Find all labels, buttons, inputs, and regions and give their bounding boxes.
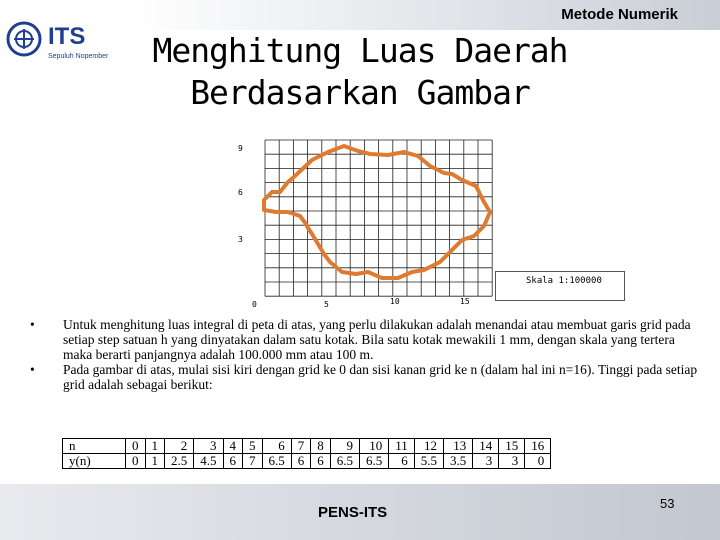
table-cell: 6: [262, 439, 291, 454]
bullet-item: [30, 362, 700, 392]
table-cell: 8: [311, 439, 331, 454]
x-tick-label: 15: [460, 297, 470, 306]
table-cell: 0: [126, 454, 146, 469]
slide-title: Menghitung Luas Daerah Berdasarkan Gambar: [152, 31, 568, 112]
table-cell: 3.5: [444, 454, 473, 469]
table-cell: 5.5: [414, 454, 443, 469]
table-cell: 5: [243, 439, 263, 454]
table-cell: 6: [223, 454, 243, 469]
course-label: Metode Numerik: [561, 6, 678, 23]
bullet-text: Untuk menghitung luas integral di peta di atas, yang perlu dilakukan adalah menandai atau membuat garis grid pada setiap step satuan h yang dinyatakan dalam satu kotak. Bila satu kotak mewakili 1 mm, dengan skala yang tertera maka berarti panjangnya adalah 100.000 mm atau 100 m.: [63, 317, 691, 362]
table-cell: 0: [126, 439, 146, 454]
y-tick-label: 9: [238, 144, 243, 153]
table-cell: 4: [223, 439, 243, 454]
table-cell: 7: [291, 439, 311, 454]
bullet-text: Pada gambar di atas, mulai sisi kiri dengan grid ke 0 dan sisi kanan grid ke n (dalam hal ini n=16). Tinggi pada setiap grid adalah sebagai berikut:: [63, 362, 698, 392]
page-number: 53: [660, 496, 675, 511]
bullet-item: [30, 317, 700, 362]
table-row-n: [63, 439, 551, 454]
table-cell: 9: [330, 439, 359, 454]
scale-box: [495, 271, 625, 301]
table-cell: 1: [145, 454, 165, 469]
table-row-y: [63, 454, 551, 469]
bullet-dot-icon: •: [30, 317, 35, 332]
table-cell: 11: [389, 439, 415, 454]
table-cell: 4.5: [194, 454, 223, 469]
table-cell: 6: [291, 454, 311, 469]
table-cell: 2.5: [165, 454, 194, 469]
region-outline: [264, 146, 490, 278]
table-cell: 6: [389, 454, 415, 469]
table-cell: 13: [444, 439, 473, 454]
x-tick-label: 5: [324, 300, 329, 309]
bullet-list: [30, 317, 700, 392]
table-cell: 15: [499, 439, 525, 454]
table-cell: 6.5: [330, 454, 359, 469]
table-cell: 7: [243, 454, 263, 469]
x-tick-label: 10: [390, 297, 400, 306]
scale-label: Skala 1:100000: [526, 276, 602, 286]
bullet-dot-icon: •: [30, 362, 35, 377]
y-tick-label: 3: [238, 235, 243, 244]
table-cell: 6.5: [360, 454, 389, 469]
table-cell: 1: [145, 439, 165, 454]
logo-tagline: Sepuluh Nopember: [48, 53, 109, 60]
row-label: y(n): [63, 454, 126, 469]
table-cell: 10: [360, 439, 389, 454]
table-cell: 0: [537, 453, 545, 468]
table-cell: 16: [525, 439, 551, 454]
height-table: [62, 438, 551, 469]
logo-wordmark: ITS: [48, 23, 86, 50]
y-tick-label: 6: [238, 188, 243, 197]
x-tick-label: 0: [252, 300, 257, 309]
row-label: n: [63, 439, 126, 454]
table-cell: 6.5: [262, 454, 291, 469]
table-cell: 2: [165, 439, 194, 454]
table-cell: 6: [311, 454, 331, 469]
table-cell: 3: [473, 454, 499, 469]
table-cell: 14: [473, 439, 499, 454]
table-cell: 3: [194, 439, 223, 454]
footer-label: PENS-ITS: [318, 504, 388, 521]
table-cell: 3: [499, 454, 525, 469]
table-cell: 12: [414, 439, 443, 454]
